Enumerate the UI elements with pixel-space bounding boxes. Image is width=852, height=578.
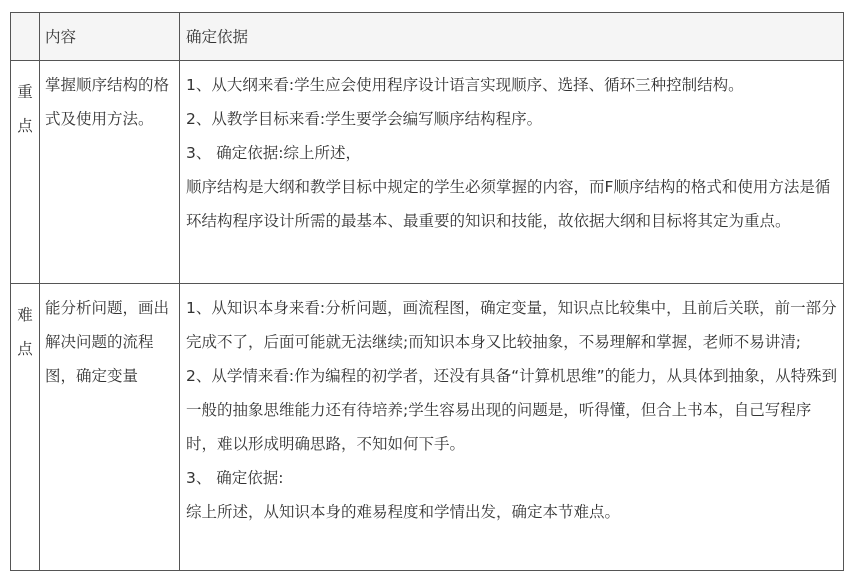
- row-label-cell: [11, 284, 40, 571]
- basis-paragraph: 3、 确定依据:综上所述，: [186, 144, 362, 162]
- basis-paragraph: 顺序结构是大纲和教学目标中规定的学生必须掌握的内容，而F顺序结构的格式和使用方法是循环结构程序设计所需的最基本、最重要的知识和技能，故依据大纲和目标将其定为重点。: [186, 178, 831, 230]
- header-basis-label: 确定依据: [186, 27, 249, 46]
- basis-paragraph: 2、从教学目标来看:学生要学会编写顺序结构程序。: [186, 110, 543, 128]
- basis-paragraph: 2、从学情来看:作为编程的初学者，还没有具备“计算机思维”的能力，从具体到抽象，从特殊到一般的抽象思维能力还有待培养;学生容易出现的问题是，听得懂，但合上书本，自己写程序时，难以形成明确思路，不知如何下手。: [186, 367, 838, 453]
- basis-paragraph: 综上所述，从知识本身的难易程度和学情出发，确定本节难点。: [186, 503, 621, 521]
- header-content-label: 内容: [45, 27, 77, 46]
- table-row-key-point: [11, 61, 844, 284]
- key-difficult-points-table: [10, 12, 844, 571]
- row-content-cell: [40, 284, 180, 571]
- header-cell-content: [40, 13, 180, 61]
- row-label-char: 点: [17, 117, 33, 135]
- row-label-char: 难: [17, 306, 33, 324]
- basis-paragraph: 3、 确定依据:: [186, 469, 284, 487]
- header-cell-empty: [11, 13, 40, 61]
- header-cell-basis: [180, 13, 844, 61]
- basis-paragraph: 1、从大纲来看:学生应会使用程序设计语言实现顺序、选择、循环三种控制结构。: [186, 76, 744, 94]
- row-content-text: 能分析问题，画出解决问题的流程图，确定变量: [45, 299, 170, 385]
- row-label-char: 点: [17, 340, 33, 358]
- row-basis-text: [180, 61, 843, 238]
- table-row-difficult-point: [11, 284, 844, 571]
- basis-paragraph: 1、从知识本身来看:分析问题，画流程图，确定变量，知识点比较集中，且前后关联，前一部分完成不了，后面可能就无法继续;而知识本身又比较抽象，不易理解和掌握，老师不易讲清;: [186, 299, 837, 351]
- row-label-cell: [11, 61, 40, 284]
- row-label: [11, 284, 39, 366]
- row-basis-cell: [180, 61, 844, 284]
- row-label-char: 重: [17, 83, 33, 101]
- row-content-cell: [40, 61, 180, 284]
- table-header-row: [11, 13, 844, 61]
- row-label: [11, 61, 39, 143]
- row-basis-cell: [180, 284, 844, 571]
- row-basis-text: [180, 284, 843, 529]
- row-content-text: 掌握顺序结构的格式及使用方法。: [45, 76, 170, 128]
